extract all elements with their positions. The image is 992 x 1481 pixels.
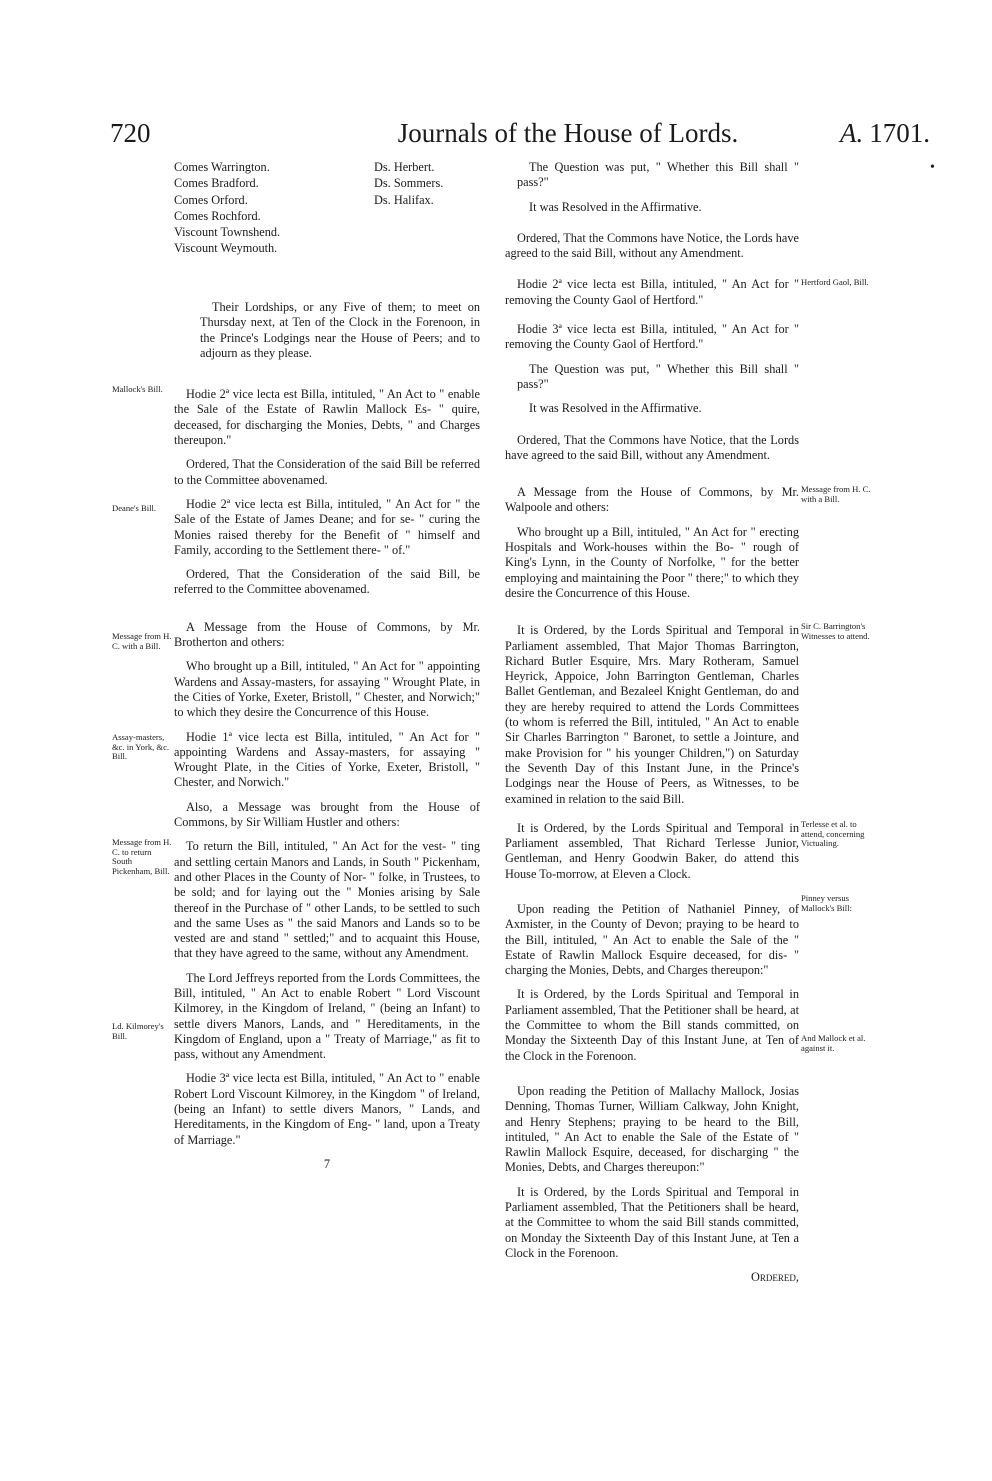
entry-paragraph: Hodie 3ª vice lecta est Billa, intituled, " An Act for " removing the County Gaol of Hertford." [505, 322, 799, 352]
committee-name: Comes Bradford. [174, 176, 259, 191]
entry-paragraph: Upon reading the Petition of Nathaniel Pinney, of Axmister, in the County of Devon; praying to be heard to the Bill, intituled, " An Act to enable the Sale of the " Estate of Rawlin Mallock Esquire deceased, for dis- " charging the Monies, Debts, and Charges thereupon:" [505, 901, 799, 978]
margin-note-right: Message from H. C. with a Bill. [801, 484, 871, 504]
running-title: Journals of the House of Lords. [397, 118, 739, 148]
entry-paragraph: It was Resolved in the Affirmative. [529, 199, 702, 214]
margin-note-right: And Mallock et al. against it. [801, 1033, 866, 1053]
entry-paragraph: Ordered, That the Consideration of the said Bill be referred to the Committee abovenamed. [174, 457, 480, 487]
entry-paragraph: Hodie 2ª vice lecta est Billa, intituled, " An Act for " the Sale of the Estate of James Deane; and for se- " curing the Monies raised thereby for the Benefit of " himself and Family, according to the Settlement there- " of." [174, 496, 480, 557]
names-list-b [374, 160, 484, 209]
names-list-a [174, 160, 324, 258]
catchword: Ordered, [751, 1270, 799, 1285]
entry-paragraph: Also, a Message was brought from the House of Commons, by Sir William Hustler and others: [174, 799, 480, 830]
year [840, 118, 930, 149]
signature-mark: 7 [323, 1156, 331, 1171]
entry-paragraph: It is Ordered, by the Lords Spiritual and Temporal in Parliament assembled, That Major Thomas Barrington, Richard Butler Esquire, Mrs. Mary Rotheram, Samuel Heyrick, Appoice, John Barrington Gentleman, Charles Ballet Gentleman, and Bezaleel Knight Gentleman, do and they are hereby required to attend the Lords Committees (to whom is referred the Bill, intituled, " An Act to enable Sir Charles Barrington " Baronet, to settle a Jointure, and make Provision for " his younger Children,") on Saturday the Seventh Day of this Instant June, in the Prince's Lodgings near the House of Peers, as Witnesses, to be examined in relation to the said Bill. [505, 623, 799, 806]
year-value: 1701. [869, 118, 930, 148]
margin-note-left: Mallock's Bill. [112, 384, 163, 394]
committee-name: Ds. Sommers. [374, 176, 444, 191]
margin-note-right: Pinney versus Mallock's Bill: [801, 893, 852, 913]
margin-note-left: Ld. Kilmorey's Bill. [112, 1021, 164, 1041]
committee-name: Ds. Herbert. [374, 160, 435, 174]
margin-note-left: Message from H. C. with a Bill. [112, 631, 172, 651]
margin-note-left: Assay-masters, &c. in York, &c. Bill. [112, 732, 170, 762]
entry-paragraph: A Message from the House of Commons, by Mr. Brotherton and others: [174, 619, 480, 650]
entry-paragraph: Who brought up a Bill, intituled, " An Act for " appointing Wardens and Assay-masters, for assaying " Wrought Plate, in the Cities of Yorke, Exeter, Bristoll, " Chester, and Norwich;" to which they desire the Concurrence of this House. [174, 659, 480, 720]
running-header [110, 118, 930, 158]
entry-paragraph: Upon reading the Petition of Mallachy Mallock, Josias Denning, Thomas Turner, William Calkway, John Knight, and Henry Stephens; praying to be heard to the Bill, intituled, " An Act to enable the Sale of the Estate of " Rawlin Mallock Esquire, deceased, for discharging " the Monies, Debts, and Charges thereupon:" [505, 1083, 799, 1175]
entry-paragraph: Their Lordships, or any Five of them; to meet on Thursday next, at Ten of the Clock in the Forenoon, in the Prince's Lodgings near the House of Peers; and to adjourn as they please. [200, 300, 480, 360]
margin-note-right: Sir C. Barrington's Witnesses to attend. [801, 621, 870, 641]
margin-ornament: • [930, 160, 935, 175]
margin-note-left: Message from H. C. to return South Pickenham, Bill. [112, 837, 172, 876]
entry-paragraph: The Lord Jeffreys reported from the Lords Committees, the Bill, intituled, " An Act to enable Robert " Lord Viscount Kilmorey, in the Kingdom of Ireland, " (being an Infant) to settle divers Manors, Lands, and " Hereditaments, in the Kingdom of England, upon a " Treaty of Marriage," as fit to pass, without any Amendment. [174, 970, 480, 1062]
entry-paragraph: To return the Bill, intituled, " An Act for the vest- " ting and settling certain Manors and Lands, in South " Pickenham, and other Places in the County of Nor- " folke, in Trustees, to be sold; and for laying out the " Monies arising by Sale thereof in the Purchase of " other Lands, to be settled to such and the same Uses as " the said Manors and Lands so to be vested are and stand " settled;" and to acquaint this House, that they have agreed to the same, without any Amendment. [174, 839, 480, 961]
entry-paragraph: It was Resolved in the Affirmative. [529, 401, 702, 416]
committee-name: Comes Warrington. [174, 160, 270, 174]
entry-paragraph: Hodie 1ª vice lecta est Billa, intituled, " An Act for " appointing Wardens and Assay-masters, for assaying " Wrought Plate, in the Cities of Yorke, Exeter, Bristoll, " Chester, and Norwich." [174, 729, 480, 790]
entry-paragraph: Ordered, That the Consideration of the said Bill, be referred to the Committee abovenamed. [174, 567, 480, 597]
margin-note-right: Hertford Gaol, Bill. [801, 277, 869, 287]
entry-paragraph: Who brought up a Bill, intituled, " An Act for " erecting Hospitals and Work-houses within the Bo- " rough of King's Lynn, in the County of Norfolke, " for the better employing and maintaining the Poor " there;" to which they desire the Concurrence of this House. [505, 524, 799, 600]
entry-paragraph: A Message from the House of Commons, by Mr. Walpoole and others: [505, 485, 799, 515]
margin-note-left: Deane's Bill. [112, 503, 157, 513]
year-prefix: A. [840, 118, 864, 148]
entry-paragraph: Ordered, That the Commons have Notice, the Lords have agreed to the said Bill, without any Amendment. [505, 230, 799, 261]
entry-paragraph: It is Ordered, by the Lords Spiritual and Temporal in Parliament assembled, That the Petitioners shall be heard, at the Committee to whom the said Bill stands committed, on Monday the Sixteenth Day of this Instant June, at Ten a Clock in the Forenoon. [505, 1184, 799, 1260]
entry-paragraph: The Question was put, " Whether this Bill shall " pass?" [517, 361, 799, 391]
entry-paragraph: Ordered, That the Commons have Notice, that the Lords have agreed to the said Bill, without any Amendment. [505, 432, 799, 462]
entry-paragraph: It is Ordered, by the Lords Spiritual and Temporal in Parliament assembled, That the Petitioner shall be heard, at the Committee to whom the Bill stands committed, on Monday the Sixteenth Day of this Instant June, at Ten of the Clock in the Forenoon. [505, 987, 799, 1063]
entry-paragraph: Hodie 3ª vice lecta est Billa, intituled, " An Act to " enable Robert Lord Viscount Kilmorey, in the Kingdom " of Ireland, (being an Infant) to settle divers Manors, " Lands, and Hereditaments, in the Kingdom of Eng- " land, upon a Treaty of Marriage." [174, 1071, 480, 1147]
entry-paragraph: It is Ordered, by the Lords Spiritual and Temporal in Parliament assembled, That Richard Terlesse Junior, Gentleman, and Henry Goodwin Baker, do attend this House To-morrow, at Eleven a Clock. [505, 820, 799, 881]
entry-paragraph: Hodie 2ª vice lecta est Billa, intituled, " An Act for " removing the County Gaol of Hertford." [505, 277, 799, 307]
committee-name: Viscount Townshend. [174, 225, 281, 240]
left-column [174, 160, 480, 1172]
margin-note-right: Terlesse et al. to attend, concerning Victualing. [801, 819, 865, 849]
committee-name: Viscount Weymouth. [174, 241, 278, 256]
page-number: 720 [110, 118, 151, 148]
entry-paragraph: Hodie 2ª vice lecta est Billa, intituled, " An Act to " enable the Sale of the Estate of Rawlin Mallock Es- " quire, deceased, for discharging the Monies, Debts, " and Charges thereupon." [174, 387, 480, 448]
entry-paragraph: The Question was put, " Whether this Bill shall " pass?" [517, 160, 799, 190]
committee-name: Comes Rochford. [174, 208, 261, 223]
committee-names [174, 160, 480, 300]
committee-name: Comes Orford. [174, 192, 248, 207]
committee-name: Ds. Halifax. [374, 192, 434, 207]
right-column [505, 160, 799, 1286]
